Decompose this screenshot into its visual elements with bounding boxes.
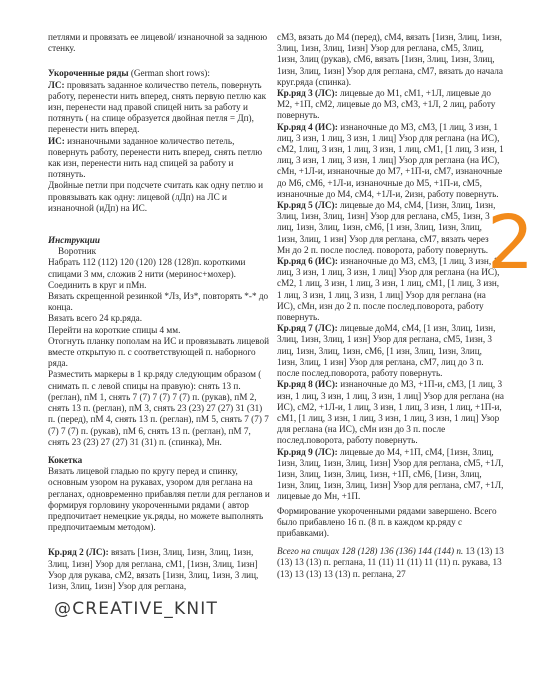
left-column bbox=[48, 32, 271, 592]
row-label: Кр.ряд 6 (ИС): bbox=[277, 256, 338, 267]
intro-text: петлями и провязать ее лицевой/ изнаночной за заднюю стенку. bbox=[48, 32, 268, 54]
short-rows-subtitle: (German short rows): bbox=[130, 68, 210, 79]
ls-paragraph bbox=[48, 80, 271, 136]
ls-label: ЛС: bbox=[48, 79, 65, 90]
ls-text: провязать заданное количество петель, повернуть работу, перенести нить вперед, снять первую петлю как изн, перенести над правой спицей нить за работу и потянуть ( на спице образуется двойная петля = Дп), перенести нить вперед. bbox=[48, 79, 267, 135]
collar-paragraph: Отогнуть планку пополам на ИС и провязывать лицевой вместе открытую п. с соответствующей п. наборного ряда. bbox=[48, 335, 270, 369]
yoke-title: Кокетка bbox=[48, 454, 83, 465]
row-paragraph bbox=[277, 122, 504, 200]
row-text: изнаночные до М3, сМ3, [1 лиц, 3 изн, 1 лиц, 3 изн, 1 лиц, 3 изн, 1 лиц] Узор для реглана (на ИС), сМ2, 1лиц, 3 изн, 1 лиц, 3 изн, 1 лиц, сМ1, [1 лиц, 3 изн, 1 лиц, 3 изн, 1 лиц, 3 изн, 1 лиц] Узор для реглана (на ИС), сМн, +1Л-и, изнаночные до М7, +1П-и, сМ7, изнаночные до М6, сМ6, +1Л-и, изнаночные до М5, +1П-и, сМ5, изнаночные до М4, сМ4, +1Л-и, 2изн, работу повернуть. bbox=[277, 121, 504, 199]
right-column bbox=[277, 32, 504, 580]
row-paragraph bbox=[277, 379, 504, 446]
summary-text: Формирование укороченными рядами завершено. Всего было прибавлено 16 п. (8 п. в каждом кр.ряду с прибавками). bbox=[277, 505, 497, 538]
watermark: @CREATIVE_KNIT bbox=[54, 599, 219, 619]
collar-paragraph: Вязать всего 24 кр.ряда. bbox=[48, 313, 143, 324]
row-2-paragraph bbox=[48, 547, 271, 592]
row-label: Кр.ряд 7 (ЛС): bbox=[277, 323, 338, 334]
row-paragraph bbox=[277, 200, 504, 256]
row-label: Кр.ряд 8 (ИС): bbox=[277, 379, 338, 390]
row-2-label: Кр.ряд 2 (ЛС): bbox=[48, 547, 109, 558]
double-loops-text: Двойные петли при подсчете считать как одну петлю и провязывать как одну: лицевой (лДп) на ЛС и изнаночной (иДп) на ИС. bbox=[48, 180, 264, 213]
collar-paragraph: Разместить маркеры в 1 кр.ряду следующим образом ( снимать п. с левой спицы на правую): снять 13 п. (реглан), пМ 1, снять 7 (7) 7 (7) 7 (7) п. (рукав), пМ 2, снять 13 п. (реглан), пМ 3, снять 23 (23) 27 (27) 31 (31) п. (перед), пМ 4, снять 13 п. (реглан), пМ 5, снять 7 (7) 7 (7) 7 (7) п. (рукав), пМ 6, снять 13 п. (реглан), пМ 7, снять 23 (23) 27 (27) 31 (31) п. (спинка), Мн. bbox=[48, 369, 269, 447]
row-label: Кр.ряд 5 (ЛС): bbox=[277, 200, 338, 211]
is-label: ИС: bbox=[48, 135, 65, 146]
row-label: Кр.ряд 3 (ЛС): bbox=[277, 88, 338, 99]
row-label: Кр.ряд 4 (ИС): bbox=[277, 121, 338, 132]
collar-paragraph: Вязать скрещенной резинкой *Лз, Из*, повторять *-* до конца. bbox=[48, 291, 269, 313]
row-text: лицевые до М4, сМ4, [1изн, 3лиц, 1изн, 3лиц, 1изн, 3лиц, 1изн] Узор для реглана, сМ5, 1изн, 3 лиц, 1изн, 3лиц, 1изн, сМ6, [1 изн, 3лиц, 1изн, 3лиц, 1изн, 3лиц, 1 изн] Узор для реглана, сМ7, вязать через Мн до 2 п. после послед. поворота, работу повернуть. bbox=[277, 200, 496, 255]
short-rows-heading bbox=[48, 68, 271, 79]
is-paragraph bbox=[48, 136, 271, 181]
row-paragraph bbox=[277, 256, 504, 323]
row-text: изнаночные до М3, сМ3, [1 лиц, 3 изн, 1 лиц, 3 изн, 1 лиц, 3 изн, 1 лиц] Узор для реглана (на ИС), сМ2, 1 лиц, 3 изн, 1 лиц, 3 изн, 1 лиц, сМ1, [1 лиц, 3 изн, 1 лиц, 3 изн, 1 лиц, 3 изн, 1 лиц] Узор для реглана (на ИС), сМн, изн до 2 п. после послед.поворота, работу повернуть. bbox=[277, 256, 500, 323]
row-text: лицевые доМ4, сМ4, [1 изн, 3лиц, 1изн, 3лиц, 1изн, 3лиц, 1 изн] Узор для реглана, сМ5, 1изн, 3 лиц, 1изн, 3лиц, 1изн, сМ6, [1 изн, 3лиц, 1изн, 3лиц, 1изн, 3лиц, 1 изн] Узор для реглана, сМ7, лиц до 3 п. после послед.поворота, работу повернуть. bbox=[277, 323, 496, 379]
page-number: 2 bbox=[487, 200, 535, 286]
is-text: изнаночными заданное количество петель, повернуть работу, перенести нить вперед, снять петлю как изн, перенести нить над спицей за работу и потянуть. bbox=[48, 135, 263, 180]
collar-paragraph: Перейти на короткие спицы 4 мм. bbox=[48, 324, 181, 335]
row-2-continued: сМ3, вязать до М4 (перед), сМ4, вязать [1изн, 3лиц, 1изн, 3лиц, 1изн, 3лиц, 1изн] Узор для реглана, сМ5, 3лиц, 1изн, 3лиц (рукав), сМ6, вязать [1изн, 3лиц, 1изн, 3лиц, 1изн, 3лиц, 1изн] Узор для реглана, сМ7, вязать до начала круг.ряда (спинка). bbox=[277, 32, 503, 87]
short-rows-title: Укороченные ряды bbox=[48, 68, 129, 79]
totals-text: 13 (13) 13 (13) 13 (13) п. реглана, 11 (11) 11 (11) 11 (11) п. рукава, 13 (13) 13 (13) 13 (13) п. реглана, 27 bbox=[277, 546, 504, 579]
totals-label: Всего на спицах 128 (128) 136 (136) 144 (144) п. bbox=[277, 546, 464, 557]
row-text: лицевые до М4, +1П, сМ4, [1изн, 3лиц, 1изн, 3лиц, 1изн, 3лиц, 1изн] Узор для реглана, сМ5, +1Л, 1изн, 3лиц, 1изн, 3лиц, 1изн, +1П, сМ6, [1изн, 3лиц, 1изн, 3лиц, 1изн, 3лиц, 1изн] Узор для реглана, сМ7, +1Л, лицевые до Мн, +1П. bbox=[277, 446, 504, 502]
row-label: Кр.ряд 9 (ЛС): bbox=[277, 446, 338, 457]
row-text: изнаночные до М3, +1П-и, сМ3, [1 лиц, 3 изн, 1 лиц, 3 изн, 1 лиц, 3 изн, 1 лиц] Узор для реглана (на ИС), сМ2, +1Л-и, 1 лиц, 3 изн, 1 лиц, 3 изн, 1 лиц, +1П-и, сМ1, [1 лиц, 3 изн, 1 лиц, 3 изн, 1 лиц, 3 изн, 1 лиц] Узор для реглана (на ИС), сМн изн до 3 п. после послед.поворота, работу повернуть. bbox=[277, 379, 504, 446]
row-paragraph bbox=[277, 323, 504, 379]
row-paragraph bbox=[277, 447, 504, 503]
instructions-title: Инструкции bbox=[48, 235, 101, 246]
totals-paragraph bbox=[277, 546, 504, 580]
collar-paragraph: Набрать 112 (112) 120 (120) 128 (128)п. короткими спицами 3 мм, сложив 2 нити (меринос+мохер). Соединить в круг и пМн. bbox=[48, 257, 246, 290]
row-text: лицевые до М1, сМ1, +1Л, лицевые до М2, +1П, сМ2, лицевые до М3, сМ3, +1Л, 2 лиц, работу повернуть. bbox=[277, 88, 496, 121]
yoke-text: Вязать лицевой гладью по кругу перед и спинку, основным узором на рукавах, узором для реглана на регланах, одновременно прибавляя петли для регланов и формируя горловину укороченными рядами ( автор предпочитает немецкие ук.ряды, но можете выполнять предпочитаемым методом). bbox=[48, 466, 270, 533]
row-paragraph bbox=[277, 88, 504, 122]
collar-title: Воротник bbox=[58, 246, 97, 257]
row-2-text: вязать [1изн, 3лиц, 1изн, 3лиц, 1изн, 3лиц, 1изн] Узор для реглана, сМ1, [1изн, 3лиц, 1изн] Узор для рукава, сМ2, вязать [1изн, 3лиц, 1изн, 3 лиц, 1изн, 3лиц, 1изн] Узор для реглана, bbox=[48, 547, 259, 591]
